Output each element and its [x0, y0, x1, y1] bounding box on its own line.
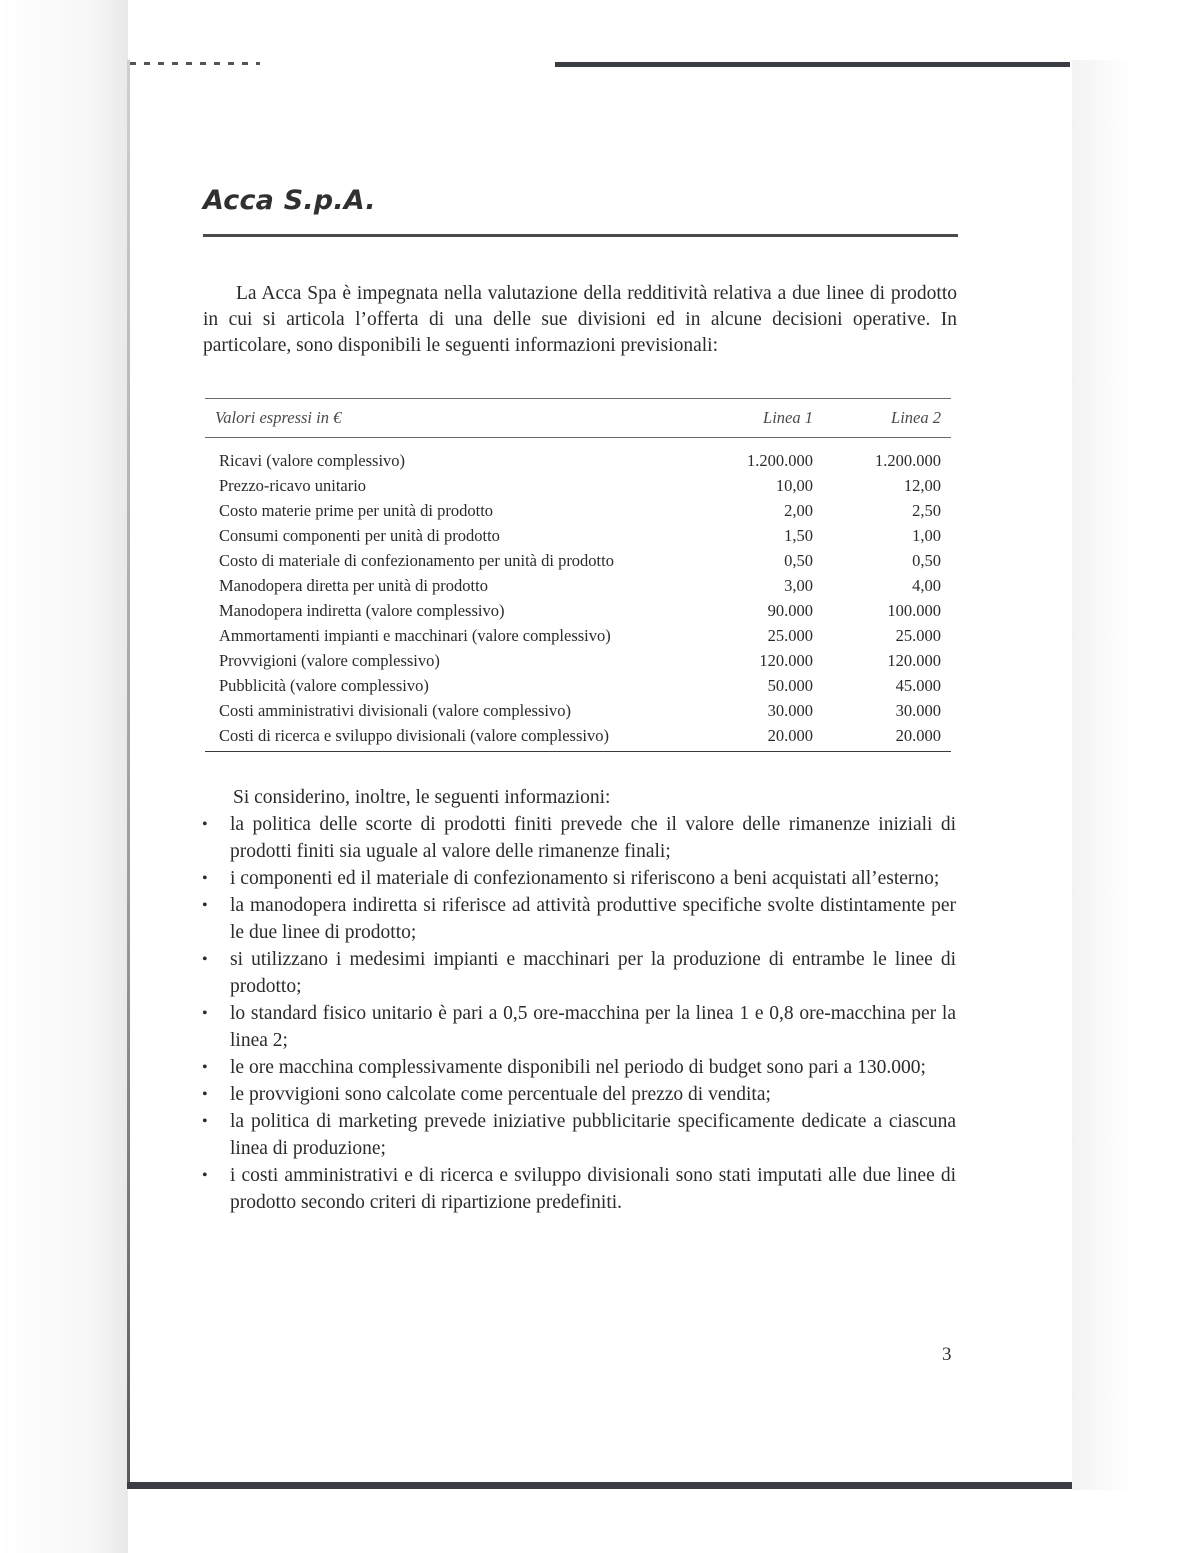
row-label: Consumi componenti per unità di prodotto [219, 525, 500, 545]
bullet-dot-icon: • [202, 897, 208, 914]
title-rule [203, 234, 958, 237]
table-row [205, 573, 951, 598]
bullet-text: i componenti ed il materiale di confezionamento si riferiscono a beni acquistati all’esterno; [230, 868, 940, 889]
row-value-linea-2: 1.200.000 [875, 450, 941, 470]
bullet-dot-icon: • [202, 1113, 208, 1130]
bullet-dot-icon: • [202, 951, 208, 968]
table-row [205, 648, 951, 673]
bullet-text: le ore macchina complessivamente disponibili nel periodo di budget sono pari a 130.000; [230, 1057, 926, 1078]
table-row [205, 723, 951, 752]
row-value-linea-1: 2,00 [784, 500, 813, 520]
row-label: Pubblicità (valore complessivo) [219, 675, 429, 695]
row-label: Prezzo-ricavo unitario [219, 475, 367, 495]
bullet-text: la manodopera indiretta si riferisce ad attività produttive specifiche svolte distintamente per le due linee di prodotto; [230, 895, 956, 943]
bullet-item [200, 811, 956, 865]
table-row [205, 438, 951, 474]
scan-page-edge [127, 60, 130, 1485]
table-row [205, 523, 951, 548]
bullet-item [200, 1108, 956, 1162]
row-value-linea-2: 4,00 [912, 575, 941, 595]
table-body [205, 438, 951, 752]
bullet-text: la politica delle scorte di prodotti finiti prevede che il valore delle rimanenze iniziali di prodotti finiti sia uguale al valore delle rimanenze finali; [230, 814, 956, 862]
scan-top-border [555, 62, 1070, 67]
header-linea-1: Linea 1 [703, 399, 821, 438]
row-label: Ammortamenti impianti e macchinari (valore complessivo) [219, 625, 611, 645]
bullet-dot-icon: • [202, 816, 208, 833]
bullet-text: i costi amministrativi e di ricerca e sviluppo divisionali sono stati imputati alle due linee di prodotto secondo criteri di ripartizione predefiniti. [230, 1165, 956, 1213]
row-value-linea-1: 120.000 [759, 650, 813, 670]
table-row [205, 673, 951, 698]
bullet-text: la politica di marketing prevede iniziative pubblicitarie specificamente dedicate a ciascuna linea di produzione; [230, 1111, 956, 1159]
table-row [205, 623, 951, 648]
row-label: Costo di materiale di confezionamento per unità di prodotto [219, 550, 614, 570]
table-header-row [205, 399, 951, 438]
row-value-linea-2: 12,00 [903, 475, 941, 495]
row-value-linea-2: 20.000 [821, 723, 951, 752]
table-row [205, 548, 951, 573]
row-label: Provvigioni (valore complessivo) [219, 650, 440, 670]
bullet-item [200, 1162, 956, 1216]
row-value-linea-1: 1.200.000 [747, 450, 813, 470]
row-label: Costi amministrativi divisionali (valore complessivo) [219, 700, 571, 720]
scan-top-fragment [130, 62, 260, 65]
row-label: Ricavi (valore complessivo) [219, 450, 406, 470]
bullet-dot-icon: • [202, 1167, 208, 1184]
row-value-linea-1: 10,00 [775, 475, 813, 495]
row-value-linea-2: 30.000 [895, 700, 941, 720]
row-value-linea-1: 90.000 [767, 600, 813, 620]
scan-bottom-border [127, 1482, 1072, 1489]
table-row [205, 598, 951, 623]
info-bullet-list [200, 811, 956, 1216]
bullet-item [200, 1054, 956, 1081]
row-value-linea-2: 45.000 [895, 675, 941, 695]
table-row [205, 698, 951, 723]
table-row [205, 498, 951, 523]
row-value-linea-1: 30.000 [767, 700, 813, 720]
forecast-table [205, 398, 951, 752]
row-label: Manodopera diretta per unità di prodotto [219, 575, 488, 595]
bullet-item [200, 946, 956, 1000]
scan-left-margin [0, 0, 128, 1553]
bullet-dot-icon: • [202, 1086, 208, 1103]
bullet-dot-icon: • [202, 1059, 208, 1076]
bullet-item [200, 1000, 956, 1054]
row-value-linea-2: 25.000 [895, 625, 941, 645]
page-number: 3 [942, 1344, 952, 1365]
bullet-text: le provvigioni sono calcolate come percentuale del prezzo di vendita; [230, 1084, 771, 1105]
row-value-linea-1: 0,50 [784, 550, 813, 570]
row-label: Costo materie prime per unità di prodotto [219, 500, 494, 520]
bullet-item [200, 865, 956, 892]
row-value-linea-1: 3,00 [784, 575, 813, 595]
table-row [205, 473, 951, 498]
row-value-linea-1: 25.000 [767, 625, 813, 645]
row-value-linea-2: 1,00 [912, 525, 941, 545]
bullet-dot-icon: • [202, 870, 208, 887]
row-value-linea-1: 50.000 [767, 675, 813, 695]
bullet-item [200, 1081, 956, 1108]
header-values-in-eur: Valori espressi in € [205, 399, 703, 438]
row-value-linea-2: 100.000 [887, 600, 941, 620]
bullet-item [200, 892, 956, 946]
section-intro: Si considerino, inoltre, le seguenti informazioni: [233, 787, 611, 808]
row-value-linea-2: 120.000 [887, 650, 941, 670]
header-linea-2: Linea 2 [821, 399, 951, 438]
page-title: Acca S.p.A. [203, 185, 376, 216]
row-label: Manodopera indiretta (valore complessivo) [219, 600, 505, 620]
bullet-text: lo standard fisico unitario è pari a 0,5 ore-macchina per la linea 1 e 0,8 ore-macchina per la linea 2; [230, 1003, 956, 1051]
bullet-text: si utilizzano i medesimi impianti e macchinari per la produzione di entrambe le linee di prodotto; [230, 949, 956, 997]
intro-paragraph: La Acca Spa è impegnata nella valutazione della redditività relativa a due linee di prodotto in cui si articola l’offerta di una delle sue divisioni ed in alcune decisioni operative. In particolare, sono disponibili le seguenti informazioni previsionali: [203, 283, 957, 356]
row-value-linea-1: 1,50 [784, 525, 813, 545]
row-label: Costi di ricerca e sviluppo divisionali (valore complessivo) [205, 723, 703, 752]
row-value-linea-2: 2,50 [912, 500, 941, 520]
row-value-linea-2: 0,50 [912, 550, 941, 570]
row-value-linea-1: 20.000 [703, 723, 821, 752]
scan-right-shadow [1072, 60, 1132, 1490]
bullet-dot-icon: • [202, 1005, 208, 1022]
